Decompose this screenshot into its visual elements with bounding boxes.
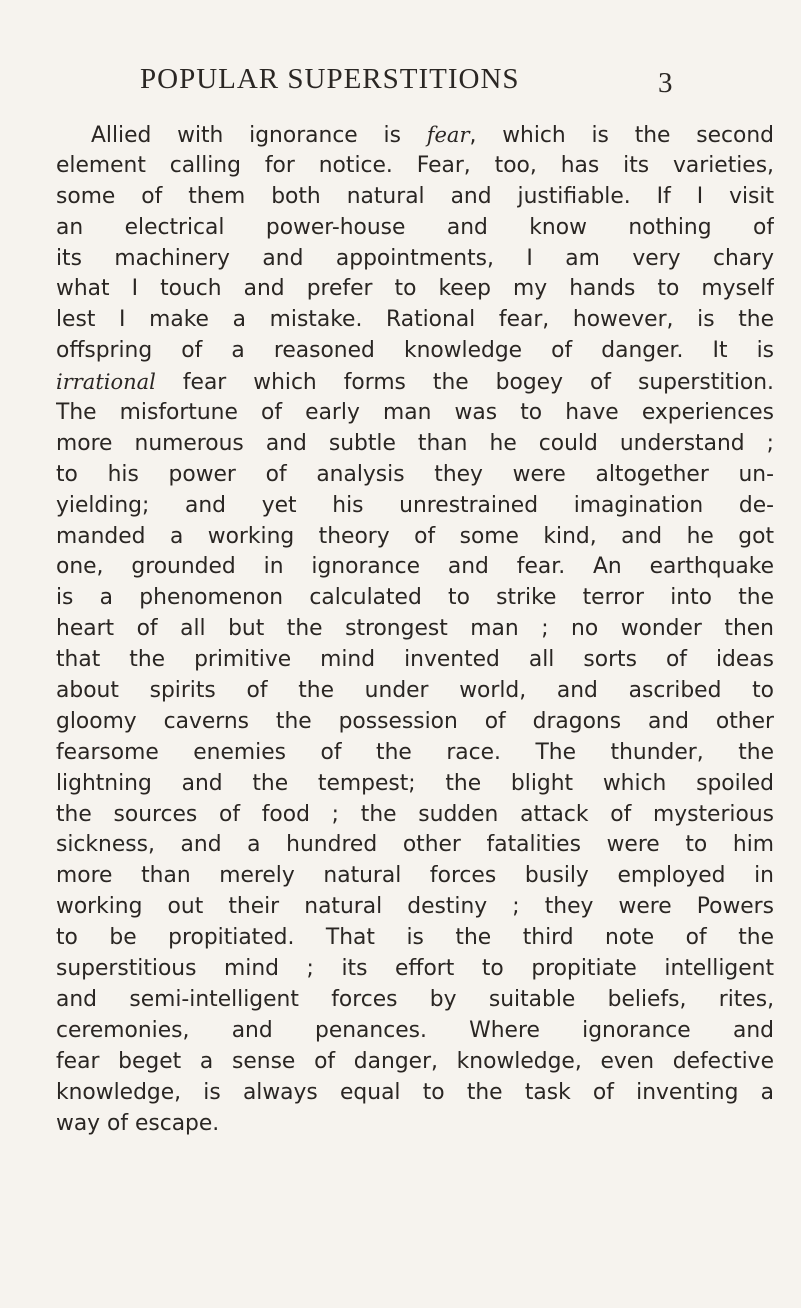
text-line: sickness, and a hundred other fatalities were to him [56,832,774,858]
emphasis-irrational: irrational [56,370,156,395]
text-line: one, grounded in ignorance and fear. An earthquake [56,554,774,580]
text-line: knowledge, is always equal to the task of inventing a [56,1079,774,1105]
text-line: is a phenomenon calculated to strike terror into the [56,585,774,611]
text-line: to his power of analysis they were altogether un- [56,461,774,487]
page-number: 3 [658,67,673,99]
body-paragraph [56,120,774,1139]
text-line: about spirits of the under world, and ascribed to [56,678,774,704]
text-line: offspring of a reasoned knowledge of danger. It is [56,338,774,364]
text-line: gloomy caverns the possession of dragons and other [56,708,774,734]
text-line [56,120,774,151]
text-segment: fear which forms the bogey of superstition. [155,370,774,396]
text-line: The misfortune of early man was to have experiences [56,400,774,426]
text-line: way of escape. [56,1110,220,1136]
running-head [0,63,801,103]
text-line: manded a working theory of some kind, and he got [56,523,774,549]
text-line: fear beget a sense of danger, knowledge, even defective [56,1048,774,1074]
emphasis-fear: fear [426,123,470,147]
running-title: POPULAR SUPERSTITIONS [140,63,520,95]
text-line: ceremonies, and penances. Where ignorance and [56,1017,774,1043]
text-line: its machinery and appointments, I am very chary [56,245,774,271]
text-line [56,367,774,398]
text-line: heart of all but the strongest man ; no wonder then [56,616,774,642]
text-line: lest I make a mistake. Rational fear, however, is the [56,307,774,333]
text-line: to be propitiated. That is the third note of the [56,925,774,951]
text-line: some of them both natural and justifiable. If I visit [56,183,774,209]
text-line: that the primitive mind invented all sorts of ideas [56,647,774,673]
text-line: what I touch and prefer to keep my hands to myself [56,276,774,302]
text-line: yielding; and yet his unrestrained imagination de- [56,492,774,518]
text-line: more than merely natural forces busily employed in [56,863,774,889]
text-line: an electrical power-house and know nothing of [56,214,774,240]
text-line: more numerous and subtle than he could understand ; [56,430,774,456]
text-line: and semi-intelligent forces by suitable beliefs, rites, [56,986,774,1012]
text-line: superstitious mind ; its effort to propitiate intelligent [56,956,774,982]
text-segment: Allied with ignorance is [91,123,427,148]
text-line: fearsome enemies of the race. The thunder, the [56,739,774,765]
text-line: working out their natural destiny ; they were Powers [56,894,774,920]
text-segment: , which is the second [469,123,774,148]
text-line: the sources of food ; the sudden attack of mysterious [56,801,774,827]
text-line: lightning and the tempest; the blight which spoiled [56,770,774,796]
text-line: element calling for notice. Fear, too, has its varieties, [56,152,774,178]
